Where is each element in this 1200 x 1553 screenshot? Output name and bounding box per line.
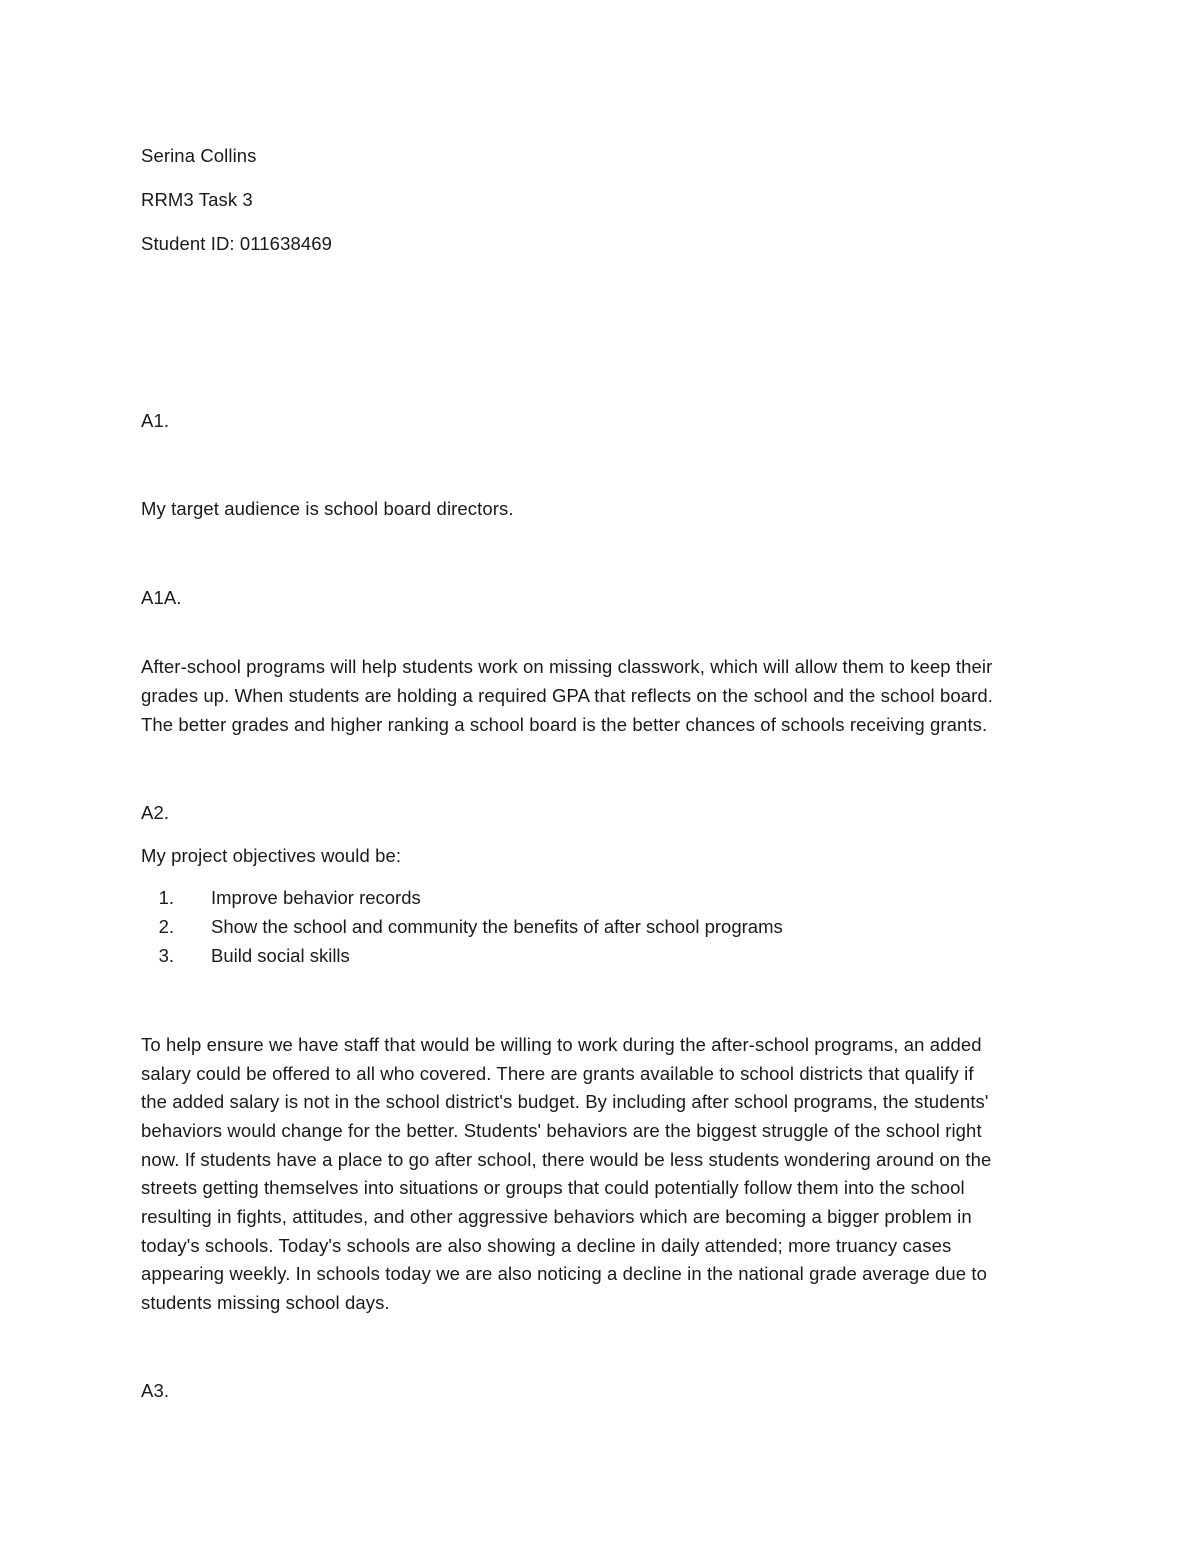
section-heading-a1a: A1A. bbox=[141, 587, 182, 608]
paragraph-line: To help ensure we have staff that would be willing to work during the after-school programs, an added bbox=[141, 1034, 982, 1055]
objectives-intro: My project objectives would be: bbox=[141, 845, 402, 866]
list-text: Build social skills bbox=[211, 945, 350, 966]
paragraph-line: salary could be offered to all who covered. There are grants available to school districts that qualify if bbox=[141, 1063, 974, 1084]
list-number: 2. bbox=[158, 916, 174, 937]
paragraph-line: appearing weekly. In schools today we are also noticing a decline in the national grade average due to bbox=[141, 1263, 987, 1284]
paragraph-line: behaviors would change for the better. Students' behaviors are the biggest struggle of the school right bbox=[141, 1120, 982, 1141]
student-id: Student ID: 011638469 bbox=[141, 233, 333, 254]
paragraph-line: The better grades and higher ranking a school board is the better chances of schools receiving grants. bbox=[141, 714, 988, 735]
paragraph-line: After-school programs will help students work on missing classwork, which will allow them to keep their bbox=[141, 656, 993, 677]
paragraph-line: resulting in fights, attitudes, and other aggressive behaviors which are becoming a bigger problem in bbox=[141, 1206, 972, 1227]
paragraph-line: students missing school days. bbox=[141, 1292, 390, 1313]
author-name: Serina Collins bbox=[141, 145, 257, 166]
paragraph-line: grades up. When students are holding a required GPA that reflects on the school and the school board. bbox=[141, 685, 994, 706]
list-text: Improve behavior records bbox=[211, 887, 421, 908]
paragraph-line: today's schools. Today's schools are also showing a decline in daily attended; more truancy cases bbox=[141, 1235, 952, 1256]
paragraph-line: streets getting themselves into situations or groups that could potentially follow them into the school bbox=[141, 1177, 965, 1198]
list-number: 1. bbox=[158, 887, 174, 908]
paragraph-line: now. If students have a place to go after school, there would be less students wondering around on the bbox=[141, 1149, 992, 1170]
course-title: RRM3 Task 3 bbox=[141, 189, 253, 210]
list-number: 3. bbox=[158, 945, 174, 966]
paragraph-line: the added salary is not in the school district's budget. By including after school programs, the students' bbox=[141, 1091, 989, 1112]
section-heading-a2: A2. bbox=[141, 802, 170, 823]
section-heading-a3: A3. bbox=[141, 1380, 170, 1401]
section-heading-a1: A1. bbox=[141, 410, 170, 431]
section-a1-text: My target audience is school board directors. bbox=[141, 498, 514, 519]
list-text: Show the school and community the benefits of after school programs bbox=[211, 916, 783, 937]
